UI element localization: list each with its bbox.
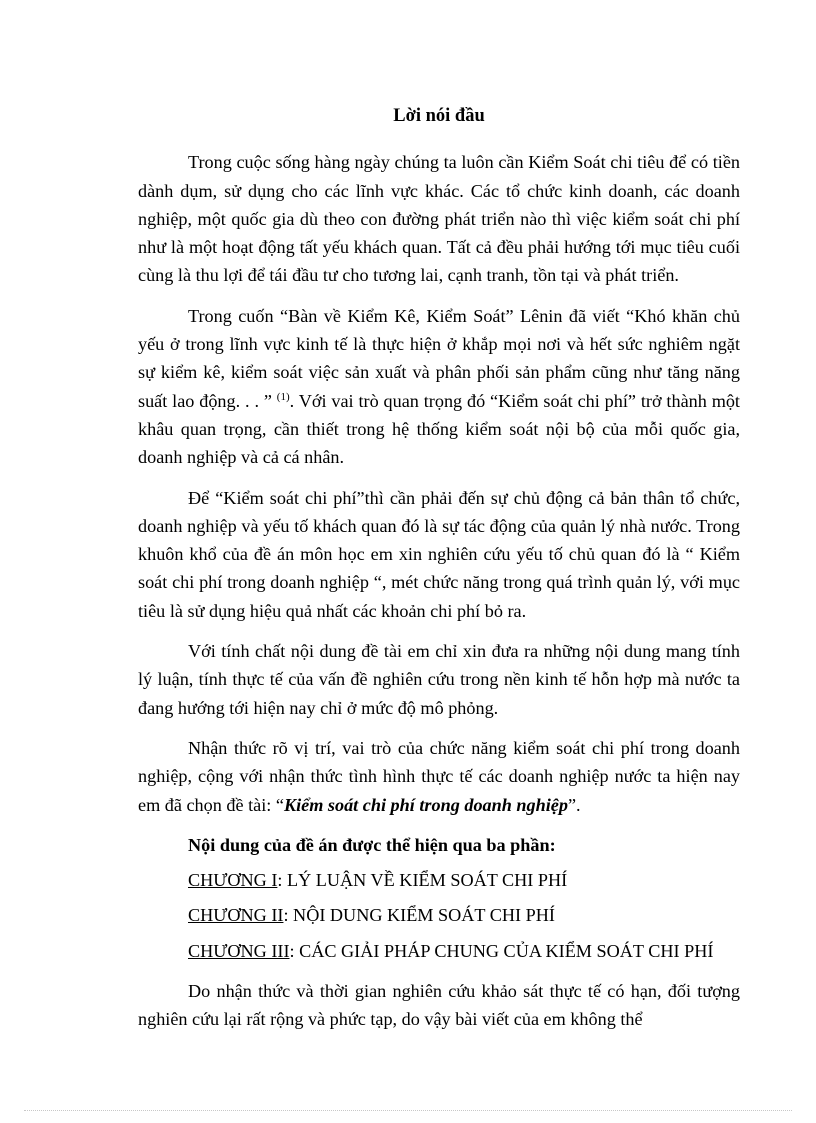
topic-title: Kiểm soát chi phí trong doanh nghiệp bbox=[283, 794, 568, 815]
chapter-line-3 bbox=[138, 937, 740, 965]
chapter-title: : LÝ LUẬN VỀ KIỂM SOÁT CHI PHÍ bbox=[277, 870, 568, 891]
contents-heading: Nội dung của đề án được thể hiện qua ba phần: bbox=[188, 834, 556, 855]
chapter-line-1 bbox=[138, 866, 740, 894]
page-title: Lời nói đầu bbox=[393, 106, 485, 126]
page-bottom-divider bbox=[24, 1110, 792, 1111]
paragraph-2-text-after: . Với vai trò quan trọng đó “Kiểm soát chi phí” trở thành một khâu quan trọng, cần thiết trong hệ thống kiểm soát nội bộ của mỗi quốc gia, doanh nghiệp và cả cá nhân. bbox=[138, 390, 740, 468]
paragraph-2-text-before: Trong cuốn “Bàn về Kiểm Kê, Kiểm Soát” Lênin đã viết “Khó khăn chủ yếu ở trong lĩnh vực kinh tế là thực hiện ở khắp mọi nơi và hết sức nghiêm ngặt sự kiểm kê, kiểm soát việc sản xuất và phân phối sản phẩm cũng như tăng năng suất lao động. . . ” bbox=[138, 305, 740, 411]
chapter-line-2 bbox=[138, 901, 740, 929]
paragraph-5 bbox=[138, 734, 740, 819]
paragraph-5-text-after: ”. bbox=[567, 794, 581, 815]
chapter-title: : CÁC GIẢI PHÁP CHUNG CỦA KIỂM SOÁT CHI PHÍ bbox=[289, 940, 714, 961]
footnote-marker: (1) bbox=[276, 390, 290, 403]
paragraph-6: Do nhận thức và thời gian nghiên cứu khảo sát thực tế có hạn, đối tượng nghiên cứu lại rất rộng và phức tạp, do vậy bài viết của em không thể bbox=[138, 981, 740, 1030]
paragraph-1: Trong cuộc sống hàng ngày chúng ta luôn cần Kiểm Soát chi tiêu để có tiền dành dụm, sử dụng cho các lĩnh vực khác. Các tổ chức kinh doanh, các doanh nghiệp, một quốc gia dù theo con đường phát triển nào thì việc kiểm soát chi phí như là một hoạt động tất yếu khách quan. Tất cả đều phải hướng tới mục tiêu cuối cùng là thu lợi để tái đầu tư cho tương lai, cạnh tranh, tồn tại và phát triển. bbox=[138, 152, 740, 286]
paragraph-5-text-before: Nhận thức rõ vị trí, vai trò của chức năng kiểm soát chi phí trong doanh nghiệp, cộng với nhận thức tình hình thực tế các doanh nghiệp nước ta hiện nay em đã chọn đề tài: “ bbox=[138, 737, 740, 815]
paragraph-4: Với tính chất nội dung đề tài em chỉ xin đưa ra những nội dung mang tính lý luận, tính thực tế của vấn đề nghiên cứu trong nền kinh tế hỗn hợp mà nước ta đang hướng tới hiện nay chỉ ở mức độ mô phỏng. bbox=[138, 641, 740, 718]
chapter-title: : NỘI DUNG KIỂM SOÁT CHI PHÍ bbox=[283, 905, 555, 926]
paragraph-2 bbox=[138, 302, 740, 472]
paragraph-3: Để “Kiểm soát chi phí”thì cần phải đến sự chủ động cả bản thân tổ chức, doanh nghiệp và yếu tố khách quan đó là sự tác động của quản lý nhà nước. Trong khuôn khổ của đề án môn học em xin nghiên cứu yếu tố chủ quan đó là “ Kiểm soát chi phí trong doanh nghiệp “, mét chức năng trong quá trình quản lý, với mục tiêu là sử dụng hiệu quả nhất các khoản chi phí bỏ ra. bbox=[138, 487, 740, 621]
chapter-label: CHƯƠNG I bbox=[188, 870, 278, 891]
chapter-label: CHƯƠNG III bbox=[188, 940, 290, 961]
document-page bbox=[138, 102, 740, 1046]
chapter-label: CHƯƠNG II bbox=[188, 905, 284, 926]
